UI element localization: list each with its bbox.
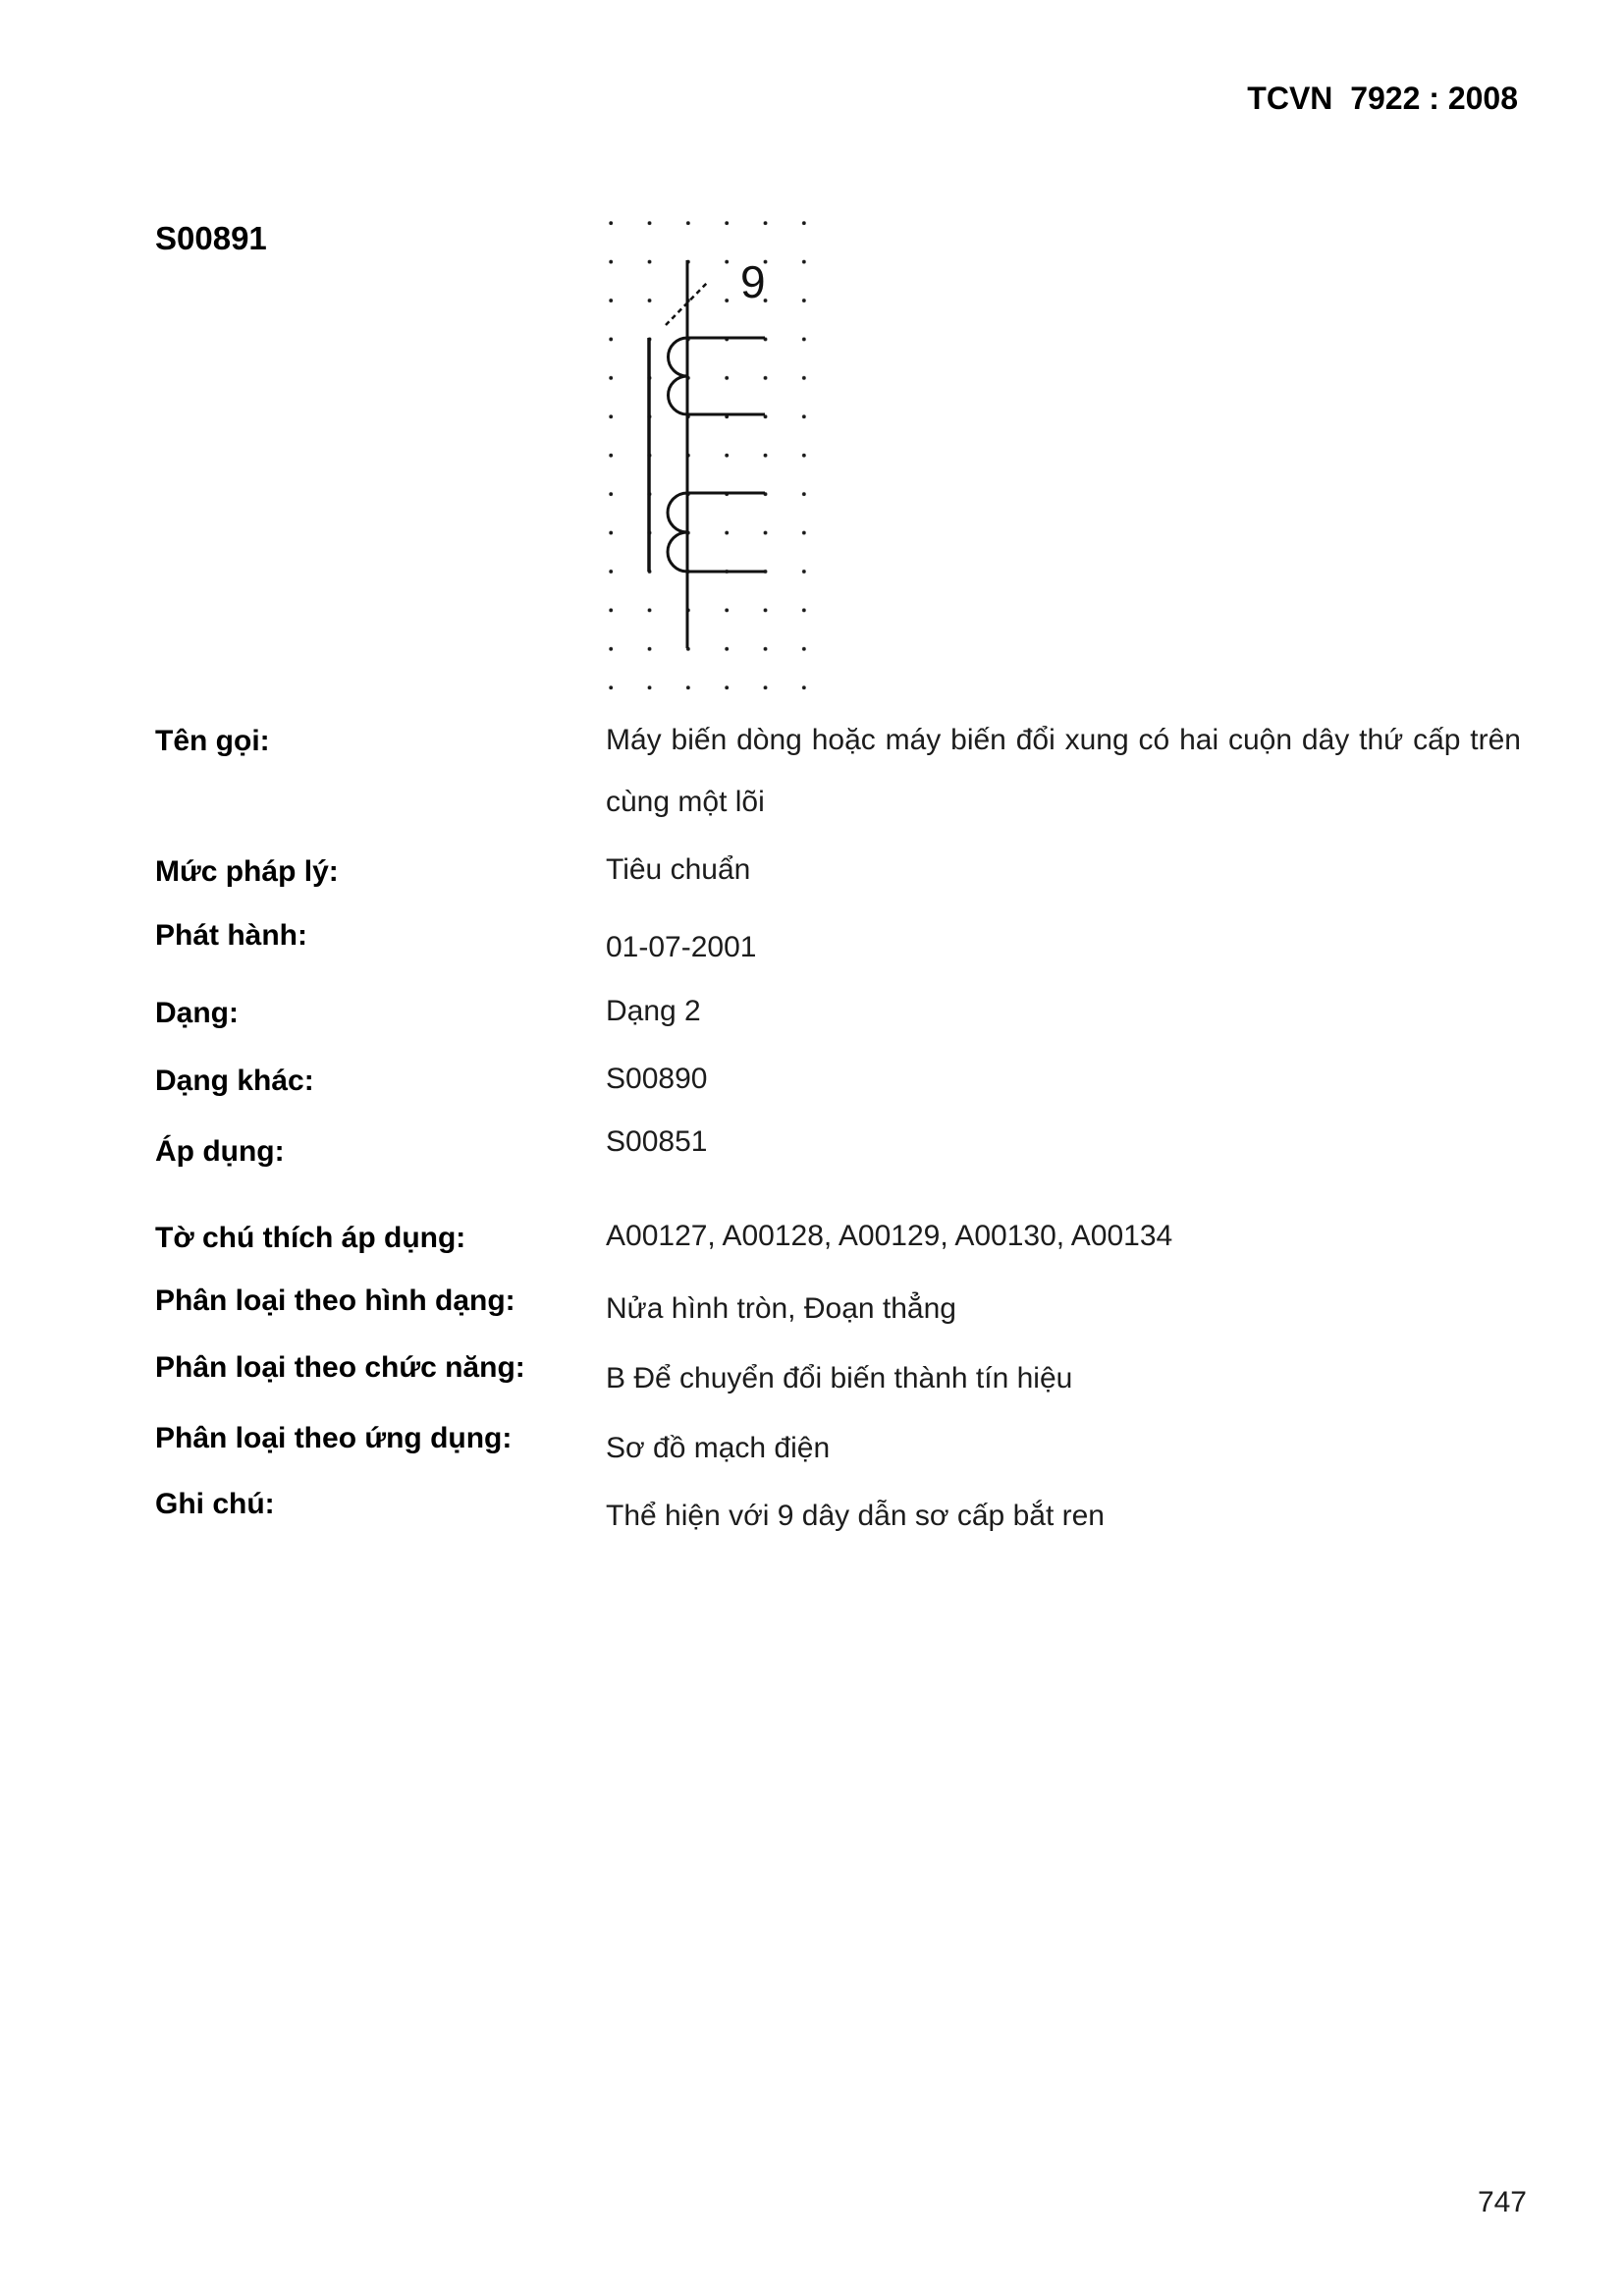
field-label-phan-loai-chuc-nang: Phân loại theo chức năng: xyxy=(155,1351,525,1384)
conductor-count-label: 9 xyxy=(740,256,766,307)
field-label-ten-goi: Tên gọi: xyxy=(155,725,270,757)
field-value-dang-khac: S00890 xyxy=(606,1063,708,1095)
field-value-ghi-chu: Thể hiện với 9 dây dẫn sơ cấp bắt ren xyxy=(606,1500,1105,1532)
field-value-ap-dung: S00851 xyxy=(606,1125,708,1158)
dot-grid xyxy=(609,221,806,690)
field-value-phat-hanh: 01-07-2001 xyxy=(606,931,757,963)
field-label-muc-phap-ly: Mức pháp lý: xyxy=(155,855,339,888)
field-label-phan-loai-hinh-dang: Phân loại theo hình dạng: xyxy=(155,1285,515,1317)
field-label-ghi-chu: Ghi chú: xyxy=(155,1488,275,1520)
field-value-ten-goi: Máy biến dòng hoặc máy biến đổi xung có hai cuộn dây thứ cấp trên cùng một lõi xyxy=(606,724,1521,818)
field-value-phan-loai-chuc-nang: B Để chuyển đổi biến thành tín hiệu xyxy=(606,1362,1073,1394)
standard-code-header: TCVN 7922 : 2008 xyxy=(1247,81,1518,116)
field-value-muc-phap-ly: Tiêu chuẩn xyxy=(606,853,751,886)
symbol-id: S00891 xyxy=(155,220,267,256)
field-label-phan-loai-ung-dung: Phân loại theo ứng dụng: xyxy=(155,1422,513,1454)
field-value-dang: Dạng 2 xyxy=(606,995,701,1027)
field-label-dang-khac: Dạng khác: xyxy=(155,1065,314,1097)
field-value-to-chu-thich: A00127, A00128, A00129, A00130, A00134 xyxy=(606,1220,1173,1252)
field-value-phan-loai-hinh-dang: Nửa hình tròn, Đoạn thẳng xyxy=(606,1292,956,1325)
field-label-ap-dung: Áp dụng: xyxy=(155,1135,285,1168)
field-value-phan-loai-ung-dung: Sơ đồ mạch điện xyxy=(606,1432,831,1464)
page-number: 747 xyxy=(1477,2186,1527,2218)
symbol-diagram xyxy=(589,206,825,707)
field-label-phat-hanh: Phát hành: xyxy=(155,919,307,952)
field-label-dang: Dạng: xyxy=(155,997,239,1029)
field-label-to-chu-thich: Tờ chú thích áp dụng: xyxy=(155,1222,466,1254)
